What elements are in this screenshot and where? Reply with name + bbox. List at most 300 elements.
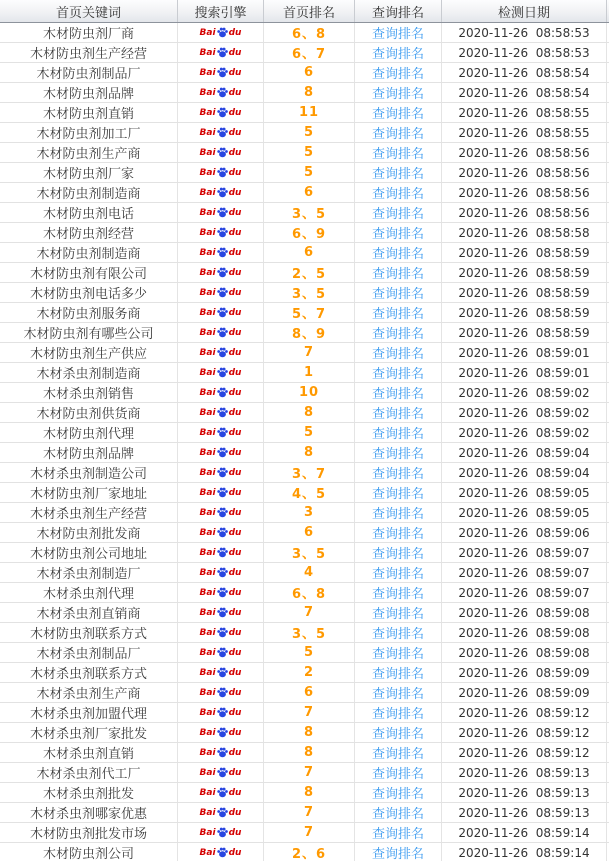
keyword-cell [0,623,178,642]
baidu-logo [200,767,242,778]
query-rank-link[interactable]: 查询排名 [371,207,424,222]
home-rank-cell [264,463,355,482]
baidu-logo-du-text: du [228,528,242,538]
engine-cell [178,23,264,42]
query-rank-link[interactable]: 查询排名 [371,487,424,502]
table-row [0,323,609,343]
query-rank-cell [355,503,442,522]
baidu-paw-icon [217,167,228,178]
keyword-cell [0,283,178,302]
query-rank-cell [355,803,442,822]
table-row [0,203,609,223]
baidu-logo-bai-text: Bai [199,608,216,618]
keyword-text: 木材杀虫剂批发 [42,787,134,802]
query-rank-link[interactable]: 查询排名 [371,847,424,861]
baidu-paw-icon [217,787,228,798]
keyword-cell [0,123,178,142]
baidu-logo [200,847,242,858]
baidu-paw-icon [217,587,228,598]
home-rank-value: 3 [303,505,315,520]
baidu-logo-du-text: du [228,208,242,218]
baidu-logo-du-text: du [228,808,242,818]
query-rank-cell [355,663,442,682]
baidu-logo [200,487,242,498]
engine-cell [178,63,264,82]
check-date-value: 2020-11-26 08:59:02 [458,425,590,440]
home-rank-value: 3、7 [291,467,327,482]
query-rank-link[interactable]: 查询排名 [371,587,424,602]
header-keyword: 首页关键词 [0,0,178,22]
query-rank-link[interactable]: 查询排名 [371,707,424,722]
check-date-value: 2020-11-26 08:59:02 [458,385,590,400]
engine-cell [178,603,264,622]
home-rank-value: 4 [303,565,315,580]
check-date-cell [442,483,607,502]
home-rank-value: 10 [298,385,320,400]
baidu-logo-du-text: du [228,448,242,458]
home-rank-value: 4、5 [291,487,327,502]
check-date-cell [442,283,607,302]
engine-cell [178,203,264,222]
baidu-logo-bai-text: Bai [199,388,216,398]
baidu-logo [200,27,242,38]
check-date-value: 2020-11-26 08:59:07 [458,545,590,560]
home-rank-cell [264,843,355,861]
home-rank-cell [264,83,355,102]
baidu-logo [200,427,242,438]
home-rank-cell [264,243,355,262]
check-date-cell [442,583,607,602]
baidu-logo-du-text: du [228,728,242,738]
query-rank-link[interactable]: 查询排名 [371,827,424,842]
baidu-logo-bai-text: Bai [199,188,216,198]
query-rank-link[interactable]: 查询排名 [371,267,424,282]
home-rank-cell [264,663,355,682]
check-date-value: 2020-11-26 08:59:01 [458,365,590,380]
query-rank-cell [355,23,442,42]
check-date-cell [442,443,607,462]
home-rank-value: 2 [303,665,315,680]
check-date-cell [442,463,607,482]
check-date-value: 2020-11-26 08:59:08 [458,645,590,660]
keyword-text: 木材杀虫剂制造公司 [29,467,147,482]
query-rank-cell [355,383,442,402]
query-rank-cell [355,83,442,102]
baidu-logo-du-text: du [228,748,242,758]
home-rank-value: 2、5 [291,267,327,282]
engine-cell [178,823,264,842]
baidu-paw-icon [217,267,228,278]
home-rank-cell [264,703,355,722]
baidu-logo-bai-text: Bai [199,768,216,778]
query-rank-link[interactable]: 查询排名 [371,647,424,662]
home-rank-cell [264,523,355,542]
baidu-logo [200,187,242,198]
home-rank-cell [264,123,355,142]
query-rank-link[interactable]: 查询排名 [371,747,424,762]
table-row [0,363,609,383]
query-rank-cell [355,343,442,362]
engine-cell [178,503,264,522]
table-row [0,563,609,583]
baidu-logo-du-text: du [228,28,242,38]
query-rank-link[interactable]: 查询排名 [371,147,424,162]
query-rank-link[interactable]: 查询排名 [371,107,424,122]
table-row [0,43,609,63]
baidu-logo [200,747,242,758]
table-row [0,383,609,403]
engine-cell [178,243,264,262]
baidu-logo [200,167,242,178]
query-rank-link[interactable]: 查询排名 [371,527,424,542]
query-rank-cell [355,103,442,122]
check-date-cell [442,843,607,861]
check-date-value: 2020-11-26 08:58:55 [458,105,590,120]
home-rank-value: 8 [303,405,315,420]
check-date-cell [442,103,607,122]
keyword-cell [0,103,178,122]
query-rank-cell [355,263,442,282]
home-rank-value: 3、5 [291,207,327,222]
keyword-text: 木材防虫剂代理 [42,427,134,442]
check-date-cell [442,763,607,782]
baidu-logo [200,587,242,598]
check-date-cell [442,403,607,422]
baidu-paw-icon [217,827,228,838]
table-row [0,623,609,643]
query-rank-cell [355,523,442,542]
query-rank-link[interactable]: 查询排名 [371,187,424,202]
engine-cell [178,663,264,682]
query-rank-link[interactable]: 查询排名 [371,687,424,702]
keyword-text: 木材防虫剂制造商 [36,247,141,262]
check-date-value: 2020-11-26 08:58:59 [458,265,590,280]
keyword-text: 木材杀虫剂直销 [42,747,134,762]
check-date-value: 2020-11-26 08:59:07 [458,565,590,580]
check-date-value: 2020-11-26 08:59:08 [458,625,590,640]
baidu-logo-du-text: du [228,588,242,598]
query-rank-link[interactable]: 查询排名 [371,307,424,322]
engine-cell [178,43,264,62]
keyword-text: 木材杀虫剂制造厂 [36,567,141,582]
query-rank-link[interactable]: 查询排名 [371,507,424,522]
baidu-logo-du-text: du [228,248,242,258]
table-row [0,743,609,763]
table-row [0,683,609,703]
baidu-logo-bai-text: Bai [199,108,216,118]
query-rank-cell [355,183,442,202]
home-rank-cell [264,423,355,442]
engine-cell [178,303,264,322]
baidu-logo [200,607,242,618]
check-date-value: 2020-11-26 08:58:56 [458,205,590,220]
engine-cell [178,483,264,502]
check-date-value: 2020-11-26 08:58:53 [458,25,590,40]
baidu-logo-du-text: du [228,148,242,158]
keyword-text: 木材防虫剂品牌 [42,447,134,462]
query-rank-link[interactable]: 查询排名 [371,467,424,482]
table-row [0,83,609,103]
home-rank-value: 5 [303,145,315,160]
check-date-cell [442,603,607,622]
home-rank-value: 8、9 [291,327,327,342]
baidu-logo-bai-text: Bai [199,308,216,318]
keyword-text: 木材防虫剂厂商 [42,27,134,42]
keyword-cell [0,823,178,842]
check-date-cell [442,743,607,762]
baidu-logo [200,787,242,798]
keyword-cell [0,463,178,482]
query-rank-link[interactable]: 查询排名 [371,327,424,342]
table-row [0,803,609,823]
baidu-logo-bai-text: Bai [199,668,216,678]
baidu-logo-du-text: du [228,848,242,858]
engine-cell [178,763,264,782]
query-rank-link[interactable]: 查询排名 [371,607,424,622]
baidu-logo-bai-text: Bai [199,848,216,858]
home-rank-value: 3、5 [291,627,327,642]
query-rank-link[interactable]: 查询排名 [371,767,424,782]
baidu-logo [200,807,242,818]
query-rank-link[interactable]: 查询排名 [371,227,424,242]
keyword-cell [0,423,178,442]
baidu-logo-bai-text: Bai [199,448,216,458]
header-home-rank: 首页排名 [264,0,355,22]
keyword-cell [0,383,178,402]
home-rank-cell [264,763,355,782]
baidu-logo-bai-text: Bai [199,248,216,258]
check-date-value: 2020-11-26 08:59:13 [458,805,590,820]
query-rank-cell [355,223,442,242]
home-rank-cell [264,683,355,702]
query-rank-link[interactable]: 查询排名 [371,627,424,642]
baidu-logo-bai-text: Bai [199,568,216,578]
baidu-logo-bai-text: Bai [199,428,216,438]
keyword-text: 木材防虫剂制造商 [36,187,141,202]
keyword-cell [0,343,178,362]
home-rank-value: 3、5 [291,547,327,562]
query-rank-cell [355,283,442,302]
query-rank-cell [355,843,442,861]
engine-cell [178,383,264,402]
keyword-cell [0,483,178,502]
keyword-text: 木材防虫剂联系方式 [29,627,147,642]
query-rank-link[interactable]: 查询排名 [371,127,424,142]
keyword-cell [0,63,178,82]
baidu-logo-du-text: du [228,288,242,298]
check-date-cell [442,43,607,62]
home-rank-value: 6 [303,245,315,260]
keyword-text: 木材防虫剂电话 [42,207,134,222]
check-date-cell [442,83,607,102]
engine-cell [178,463,264,482]
keyword-text: 木材防虫剂生产商 [36,147,141,162]
table-row [0,643,609,663]
home-rank-cell [264,343,355,362]
home-rank-cell [264,803,355,822]
baidu-paw-icon [217,307,228,318]
query-rank-cell [355,683,442,702]
query-rank-link[interactable]: 查询排名 [371,287,424,302]
check-date-cell [442,643,607,662]
table-row [0,423,609,443]
query-rank-link[interactable]: 查询排名 [371,807,424,822]
query-rank-link[interactable]: 查询排名 [371,787,424,802]
baidu-logo [200,67,242,78]
home-rank-value: 11 [298,105,320,120]
query-rank-link[interactable]: 查询排名 [371,247,424,262]
baidu-paw-icon [217,767,228,778]
table-row [0,63,609,83]
home-rank-cell [264,583,355,602]
query-rank-link[interactable]: 查询排名 [371,407,424,422]
check-date-value: 2020-11-26 08:58:55 [458,125,590,140]
home-rank-cell [264,23,355,42]
check-date-value: 2020-11-26 08:59:01 [458,345,590,360]
home-rank-cell [264,783,355,802]
query-rank-link[interactable]: 查询排名 [371,387,424,402]
home-rank-value: 5、7 [291,307,327,322]
home-rank-cell [264,543,355,562]
query-rank-link[interactable]: 查询排名 [371,67,424,82]
home-rank-value: 7 [303,605,315,620]
table-row [0,663,609,683]
check-date-value: 2020-11-26 08:58:58 [458,225,590,240]
baidu-paw-icon [217,467,228,478]
check-date-value: 2020-11-26 08:59:12 [458,725,590,740]
baidu-logo-du-text: du [228,428,242,438]
home-rank-cell [264,483,355,502]
table-row [0,583,609,603]
check-date-cell [442,343,607,362]
baidu-logo [200,47,242,58]
home-rank-cell [264,603,355,622]
engine-cell [178,843,264,861]
baidu-paw-icon [217,387,228,398]
check-date-value: 2020-11-26 08:59:02 [458,405,590,420]
query-rank-link[interactable]: 查询排名 [371,567,424,582]
keyword-text: 木材防虫剂服务商 [36,307,141,322]
baidu-logo-du-text: du [228,788,242,798]
table-row [0,303,609,323]
baidu-paw-icon [217,707,228,718]
baidu-logo-du-text: du [228,388,242,398]
baidu-logo [200,527,242,538]
keyword-cell [0,363,178,382]
engine-cell [178,803,264,822]
table-row [0,763,609,783]
baidu-logo [200,347,242,358]
keyword-text: 木材杀虫剂哪家优惠 [29,807,147,822]
query-rank-link[interactable]: 查询排名 [371,547,424,562]
baidu-logo [200,307,242,318]
keyword-cell [0,263,178,282]
query-rank-link[interactable]: 查询排名 [371,347,424,362]
home-rank-cell [264,263,355,282]
query-rank-link[interactable]: 查询排名 [371,727,424,742]
query-rank-link[interactable]: 查询排名 [371,667,424,682]
query-rank-link[interactable]: 查询排名 [371,427,424,442]
baidu-logo-bai-text: Bai [199,548,216,558]
check-date-value: 2020-11-26 08:59:14 [458,845,590,860]
home-rank-cell [264,163,355,182]
baidu-logo [200,567,242,578]
home-rank-value: 7 [303,765,315,780]
check-date-cell [442,383,607,402]
keyword-cell [0,243,178,262]
keyword-cell [0,703,178,722]
keyword-text: 木材杀虫剂直销商 [36,607,141,622]
keyword-text: 木材防虫剂品牌 [42,87,134,102]
keyword-text: 木材杀虫剂加盟代理 [29,707,147,722]
baidu-logo [200,727,242,738]
keyword-text: 木材杀虫剂制品厂 [36,647,141,662]
query-rank-link[interactable]: 查询排名 [371,47,424,62]
keyword-cell [0,603,178,622]
keyword-text: 木材防虫剂生产经营 [29,47,147,62]
engine-cell [178,263,264,282]
keyword-cell [0,783,178,802]
query-rank-link[interactable]: 查询排名 [371,27,424,42]
baidu-paw-icon [217,27,228,38]
query-rank-link[interactable]: 查询排名 [371,367,424,382]
baidu-paw-icon [217,687,228,698]
keyword-text: 木材杀虫剂联系方式 [29,667,147,682]
keyword-cell [0,583,178,602]
keyword-cell [0,843,178,861]
baidu-logo-bai-text: Bai [199,708,216,718]
home-rank-value: 8 [303,725,315,740]
keyword-cell [0,23,178,42]
table-header [0,0,609,23]
baidu-logo-bai-text: Bai [199,488,216,498]
keyword-cell [0,83,178,102]
baidu-logo [200,267,242,278]
home-rank-value: 6、9 [291,227,327,242]
home-rank-cell [264,823,355,842]
baidu-paw-icon [217,407,228,418]
home-rank-value: 2、6 [291,847,327,861]
baidu-logo-du-text: du [228,668,242,678]
keyword-text: 木材防虫剂供货商 [36,407,141,422]
query-rank-link[interactable]: 查询排名 [371,447,424,462]
query-rank-link[interactable]: 查询排名 [371,167,424,182]
baidu-paw-icon [217,547,228,558]
baidu-logo-bai-text: Bai [199,628,216,638]
keyword-cell [0,543,178,562]
query-rank-link[interactable]: 查询排名 [371,87,424,102]
table-row [0,243,609,263]
baidu-logo-bai-text: Bai [199,528,216,538]
baidu-logo-du-text: du [228,408,242,418]
check-date-value: 2020-11-26 08:59:05 [458,505,590,520]
baidu-logo-du-text: du [228,128,242,138]
query-rank-cell [355,123,442,142]
home-rank-cell [264,183,355,202]
keyword-text: 木材杀虫剂厂家批发 [29,727,147,742]
table-row [0,543,609,563]
table-row [0,483,609,503]
table-row [0,703,609,723]
baidu-logo-du-text: du [228,308,242,318]
check-date-cell [442,243,607,262]
baidu-logo [200,327,242,338]
keyword-cell [0,203,178,222]
baidu-logo [200,367,242,378]
table-row [0,283,609,303]
home-rank-cell [264,563,355,582]
check-date-cell [442,163,607,182]
